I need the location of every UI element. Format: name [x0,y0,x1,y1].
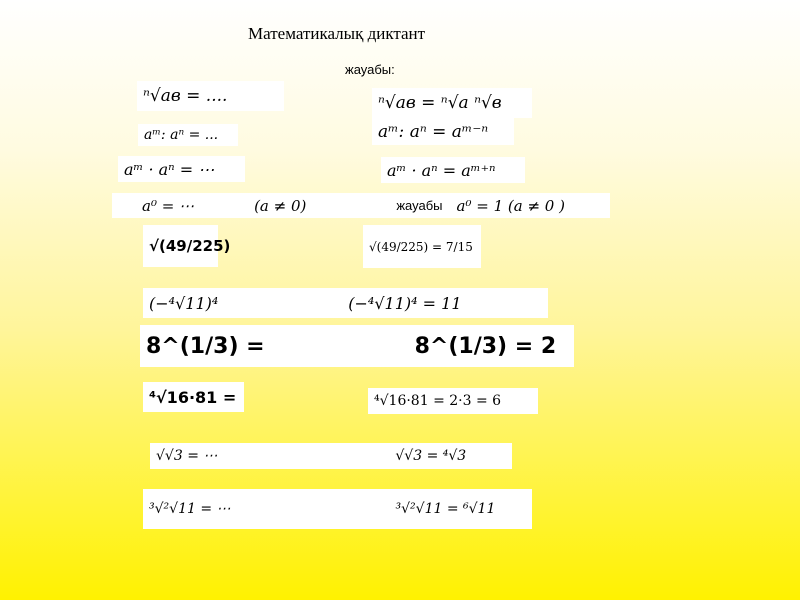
answer-8: ⁴√16·81 = 2·3 = 6 [374,393,502,409]
answer-5: √(49/225) = 7/15 [369,239,473,254]
question-6: (−⁴√11)⁴ [149,293,219,313]
answer-7: 8^(1/3) = 2 [414,333,557,359]
question-box-1 [137,81,284,111]
row-box-10 [143,489,532,529]
question-8: ⁴√16·81 = [149,387,237,407]
answer-2: aᵐ: aⁿ = aᵐ⁻ⁿ [378,121,489,142]
question-3: aᵐ · aⁿ = ⋯ [124,159,215,179]
answer-box-8 [368,388,538,414]
answer-box-3 [381,157,525,183]
answer-box-2 [372,118,514,145]
question-7: 8^(1/3) = [146,333,265,359]
answer-9: √√3 = ⁴√3 [395,448,467,464]
row-box-9 [150,443,512,469]
answer-6: (−⁴√11)⁴ = 11 [348,293,462,313]
answer-4-label: жауабы [396,198,443,213]
answer-4: a⁰ = 1 (a ≠ 0 ) [456,196,565,215]
answer-3: aᵐ · aⁿ = aᵐ⁺ⁿ [387,160,496,180]
answers-heading: жауабы: [345,62,395,77]
question-5: √(49/225) [149,237,231,255]
question-2: aᵐ: aⁿ = ... [144,127,219,143]
row-box-6 [143,288,548,318]
question-box-8 [143,382,244,412]
question-1: ⁿ√ав = .... [143,86,228,106]
answer-box-1 [372,88,532,118]
question-9: √√3 = ⋯ [156,448,218,464]
question-4-condition: (a ≠ 0) [254,196,307,215]
row-box-7 [140,325,574,367]
question-box-3 [118,156,245,182]
question-box-2 [138,124,238,146]
answer-box-5 [363,225,481,268]
question-box-5 [143,225,231,267]
question-box-4 [112,193,610,218]
question-4: a⁰ = ⋯ [142,196,195,215]
page-title: Математикалық диктант [248,24,426,43]
question-10: ³√²√11 = ⋯ [149,501,231,517]
answer-10: ³√²√11 = ⁶√11 [395,501,496,517]
answer-1: ⁿ√ав = ⁿ√а ⁿ√в [378,93,502,113]
